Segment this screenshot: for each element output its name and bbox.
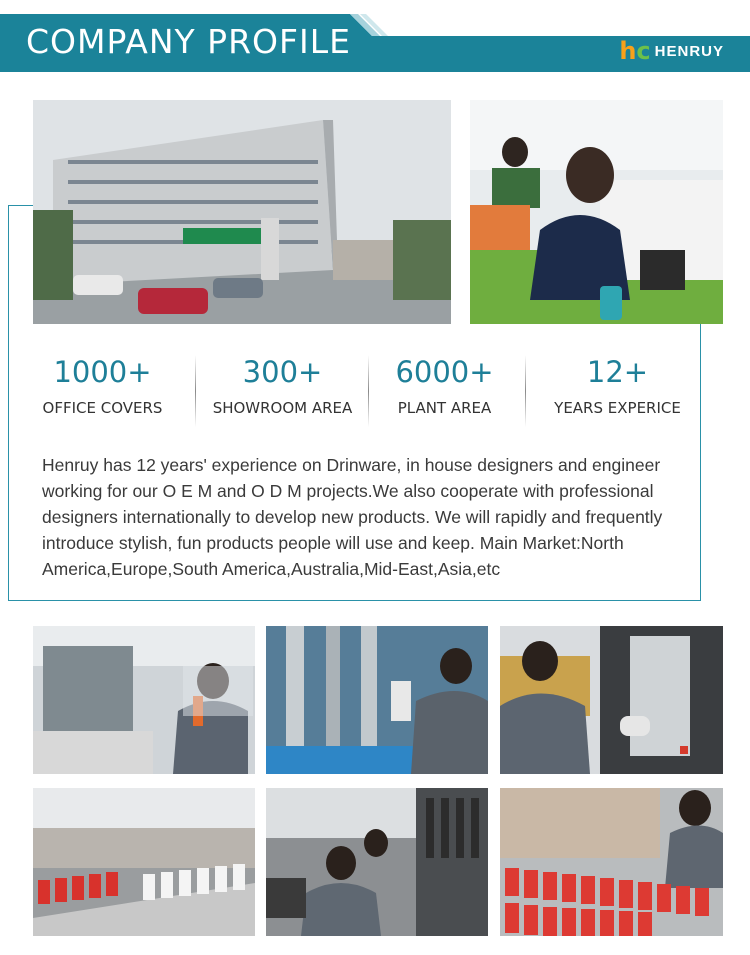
stat-label: SHOWROOM AREA (212, 399, 353, 417)
stat-plant-area (372, 355, 517, 417)
header-banner (0, 14, 750, 72)
stat-value: 12+ (586, 355, 649, 389)
stat-value: 6000+ (395, 355, 494, 389)
brand-name: HENRUY (654, 42, 724, 60)
stat-divider (368, 355, 369, 427)
brand-logo (619, 36, 724, 66)
stat-label: YEARS EXPERICE (554, 399, 681, 417)
gallery-photo-tube-processing (266, 626, 488, 774)
gallery-photo-polishing-machine (500, 626, 723, 774)
gallery-photo-red-cups (500, 788, 723, 936)
office-building-photo (33, 100, 451, 324)
stat-value: 300+ (242, 355, 323, 389)
stat-value: 1000+ (53, 355, 152, 389)
office-worker-photo (470, 100, 723, 324)
frame-line-right (700, 318, 701, 601)
stat-office-covers (30, 355, 175, 417)
stat-showroom-area (210, 355, 355, 417)
stat-label: OFFICE COVERS (42, 399, 163, 417)
gallery-photo-assembly-line (266, 788, 488, 936)
company-description: Henruy has 12 years' experience on Drinware, in house designers and engineer working for our O E M and O D M projects.We also cooperate with professional designers internationally to develop new products. We will rapidly and frequently introduce stylish, fun products people will use and keep. Main Market:North America,Europe,South America,Australia,Mid-East,Asia,etc (42, 455, 663, 579)
stat-years-experience (545, 355, 690, 417)
brand-mark-icon: hc (619, 37, 651, 65)
gallery-photo-conveyor-tumblers (33, 788, 255, 936)
stats-row (30, 355, 700, 435)
stat-label: PLANT AREA (397, 399, 492, 417)
stat-divider (525, 355, 526, 427)
stat-divider (195, 355, 196, 427)
page-title: COMPANY PROFILE (26, 22, 351, 61)
gallery-photo-machine-operator (33, 626, 255, 774)
